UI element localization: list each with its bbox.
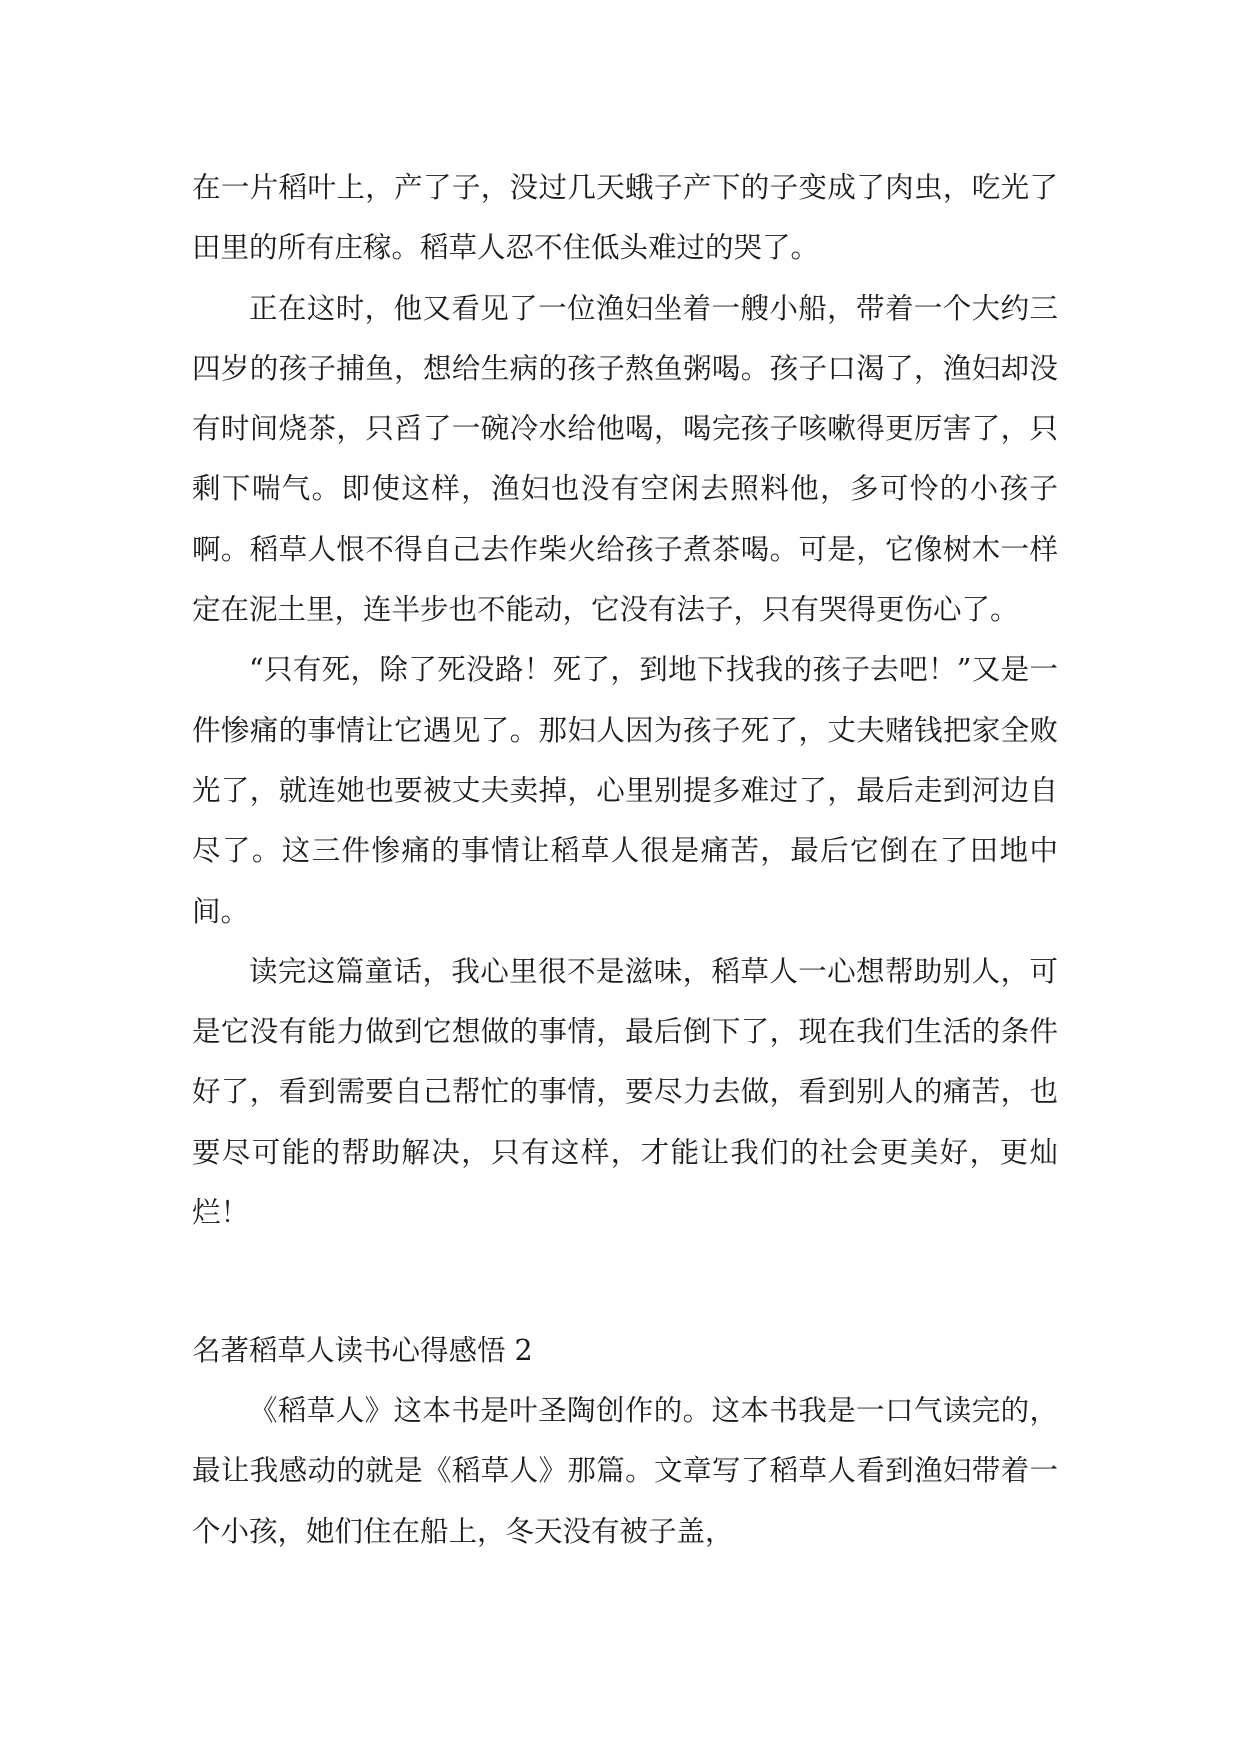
essay-body-section-2 bbox=[192, 1381, 1058, 1562]
paragraph-2: 正在这时，他又看见了一位渔妇坐着一艘小船，带着一个大约三四岁的孩子捕鱼，想给生病的孩子熬鱼粥喝。孩子口渴了，渔妇却没有时间烧茶，只舀了一碗冷水给他喝，喝完孩子咳嗽得更厉害了，只剩下喘气。即使这样，渔妇也没有空闲去照料他，多可怜的小孩子啊。稻草人恨不得自己去作柴火给孩子煮茶喝。可是，它像树木一样定在泥土里，连半步也不能动，它没有法子，只有哭得更伤心了。 bbox=[192, 291, 1058, 627]
section-heading: 名著稻草人读书心得感悟 2 bbox=[192, 1334, 533, 1367]
paragraph-5: 《稻草人》这本书是叶圣陶创作的。这本书我是一口气读完的，最让我感动的就是《稻草人》那篇。文章写了稻草人看到渔妇带着一个小孩，她们住在船上，冬天没有被子盖， bbox=[192, 1394, 1058, 1548]
essay-body-section-1 bbox=[192, 158, 1058, 1243]
paragraph-4: 读完这篇童话，我心里很不是滋味，稻草人一心想帮助别人，可是它没有能力做到它想做的事情，最后倒下了，现在我们生活的条件好了，看到需要自己帮忙的事情，要尽力去做，看到别人的痛苦，也要尽可能的帮助解决，只有这样，才能让我们的社会更美好，更灿烂！ bbox=[192, 954, 1058, 1230]
paragraph-1: 在一片稻叶上，产了子，没过几天蛾子产下的子变成了肉虫，吃光了田里的所有庄稼。稻草人忍不住低头难过的哭了。 bbox=[192, 171, 1058, 265]
paragraph-3: “只有死，除了死没路！死了，到地下找我的孩子去吧！”又是一件惨痛的事情让它遇见了。那妇人因为孩子死了，丈夫赌钱把家全败光了，就连她也要被丈夫卖掉，心里别提多难过了，最后走到河边自尽了。这三件惨痛的事情让稻草人很是痛苦，最后它倒在了田地中间。 bbox=[192, 653, 1058, 928]
